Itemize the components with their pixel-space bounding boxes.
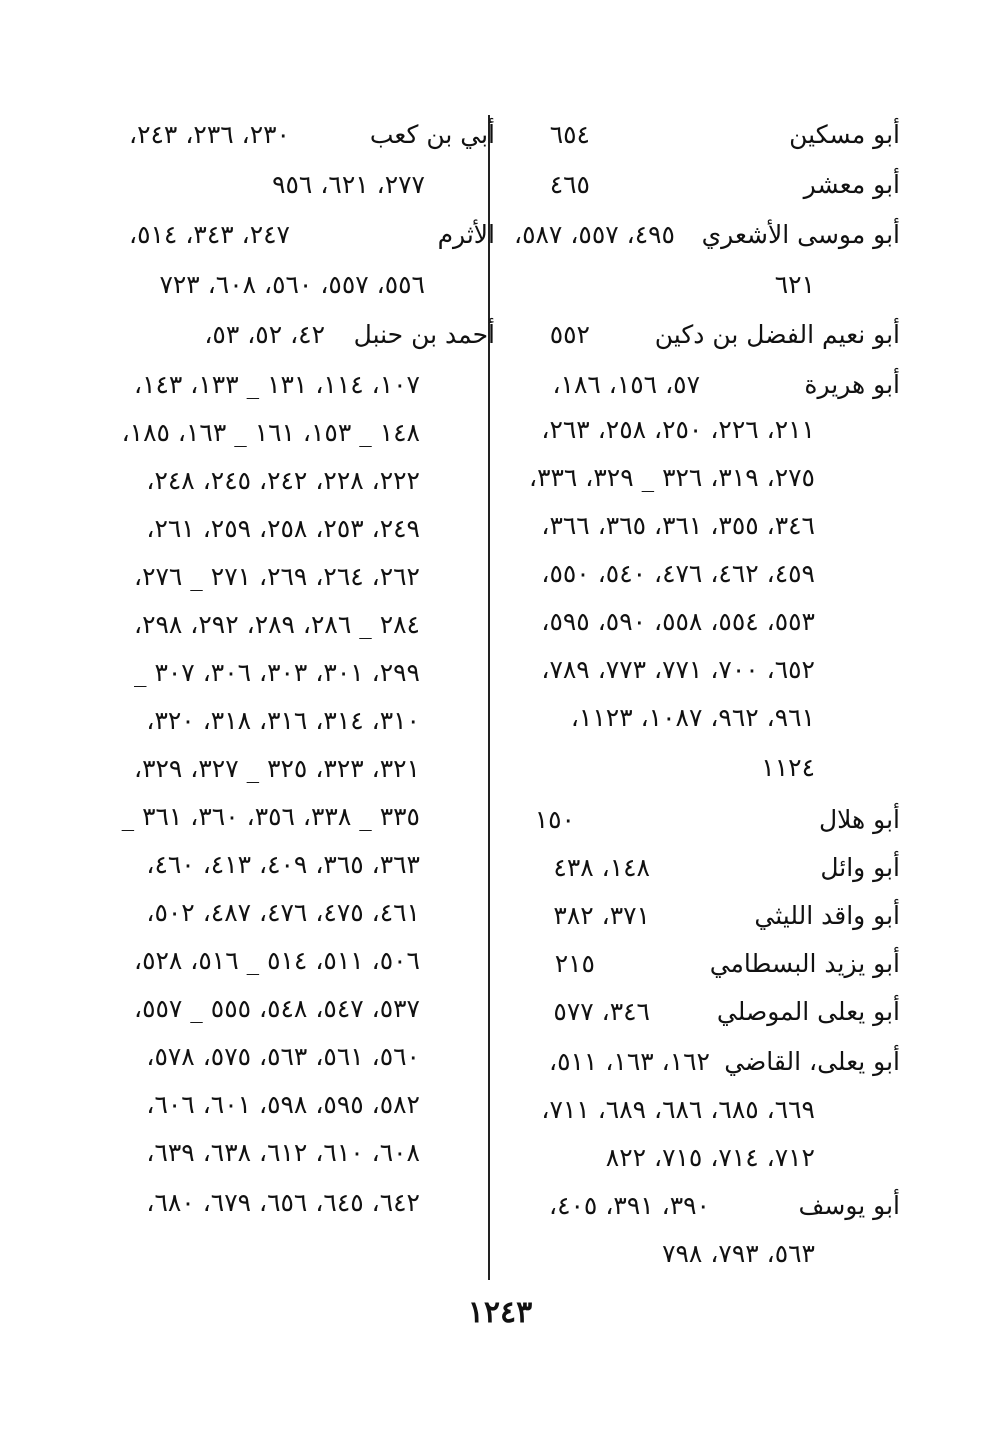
index-entry: [500, 115, 900, 155]
entry-pages: ١٤٨، ٤٣٨: [553, 853, 650, 882]
entry-pages-cont: ١٤٨ _ ١٥٣، ١٦١ _ ١٦٣، ١٨٥،: [121, 418, 420, 447]
index-entry: [95, 315, 495, 355]
entry-continuation: [500, 458, 900, 498]
entry-pages-cont: ٥٦٠، ٥٦١، ٥٦٣، ٥٧٥، ٥٧٨،: [146, 1042, 420, 1071]
entry-continuation: [95, 749, 495, 789]
entry-pages-cont: ٢٦٢، ٢٦٤، ٢٦٩، ٢٧١ _ ٢٧٦،: [133, 562, 420, 591]
entry-pages: ٣٩٠، ٣٩١، ٤٠٥،: [549, 1191, 710, 1220]
entry-continuation: [95, 413, 495, 453]
entry-pages: ٢٤٧، ٣٤٣، ٥١٤،: [129, 220, 290, 249]
entry-pages: ١٦٢، ١٦٣، ٥١١،: [549, 1047, 710, 1076]
index-entry: [500, 165, 900, 205]
index-entry: [500, 1186, 900, 1226]
page-number: ١٢٤٣: [467, 1295, 533, 1330]
index-entry: [500, 992, 900, 1032]
entry-continuation: [95, 605, 495, 645]
entry-continuation: [500, 506, 900, 546]
entry-continuation: [500, 554, 900, 594]
entry-pages: ٢٣٠، ٢٣٦، ٢٤٣،: [129, 120, 290, 149]
index-entry: [500, 1042, 900, 1082]
entry-name: الأثرم: [437, 220, 495, 249]
entry-continuation: [95, 461, 495, 501]
entry-pages-cont: ٥٦٣، ٧٩٣، ٧٩٨: [662, 1239, 815, 1268]
entry-pages-cont: ٥٨٢، ٥٩٥، ٥٩٨، ٦٠١، ٦٠٦،: [146, 1090, 420, 1119]
entry-continuation: [500, 748, 900, 788]
index-entry: [500, 315, 900, 355]
entry-continuation: [95, 1183, 495, 1223]
entry-continuation: [500, 698, 900, 738]
entry-pages: ٢١٥: [554, 949, 595, 978]
entry-continuation: [500, 1234, 900, 1274]
entry-name: أبو هريرة: [804, 370, 900, 399]
entry-pages: ٥٥٢: [549, 320, 590, 349]
entry-pages-cont: ٢٢٢، ٢٢٨، ٢٤٢، ٢٤٥، ٢٤٨،: [146, 466, 420, 495]
entry-pages: ٤٦٥: [549, 170, 590, 199]
entry-pages-cont: ٢١١، ٢٢٦، ٢٥٠، ٢٥٨، ٢٦٣،: [541, 415, 815, 444]
index-entry: [500, 896, 900, 936]
entry-continuation: [95, 509, 495, 549]
index-entry: [500, 848, 900, 888]
entry-pages-cont: ٣٤٦، ٣٥٥، ٣٦١، ٣٦٥، ٣٦٦،: [541, 511, 815, 540]
index-entry: [95, 115, 495, 155]
entry-pages-cont: ١١٢٤: [761, 753, 815, 782]
entry-pages: ٤٢، ٥٢، ٥٣،: [204, 320, 325, 349]
entry-pages-cont: ٣١٠، ٣١٤، ٣١٦، ٣١٨، ٣٢٠،: [146, 706, 420, 735]
entry-continuation: [95, 165, 495, 205]
index-entry: [500, 215, 900, 255]
entry-continuation: [95, 845, 495, 885]
entry-pages-cont: ٦٠٨، ٦١٠، ٦١٢، ٦٣٨، ٦٣٩،: [146, 1138, 420, 1167]
entry-continuation: [95, 989, 495, 1029]
entry-continuation: [500, 1090, 900, 1130]
entry-continuation: [95, 1085, 495, 1125]
entry-name: أبي بن كعب: [369, 120, 495, 149]
entry-pages-cont: ٦٦٩، ٦٨٥، ٦٨٦، ٦٨٩، ٧١١،: [541, 1095, 815, 1124]
index-entry: [500, 944, 900, 984]
entry-pages-cont: ٩٦١، ٩٦٢، ١٠٨٧، ١١٢٣،: [570, 703, 815, 732]
entry-pages-cont: ٥٠٦، ٥١١، ٥١٤ _ ٥١٦، ٥٢٨،: [133, 946, 420, 975]
entry-pages: ٦٥٤: [549, 120, 590, 149]
entry-continuation: [500, 602, 900, 642]
entry-name: أبو وائل: [820, 853, 900, 882]
entry-pages-cont: ٧١٢، ٧١٤، ٧١٥، ٨٢٢: [605, 1143, 815, 1172]
entry-continuation: [95, 265, 495, 305]
entry-continuation: [500, 650, 900, 690]
entry-pages-cont: ٣٢١، ٣٢٣، ٣٢٥ _ ٣٢٧، ٣٢٩،: [133, 754, 420, 783]
entry-name: أحمد بن حنبل: [353, 320, 495, 349]
entry-name: أبو يعلى الموصلي: [716, 997, 900, 1026]
entry-pages: ٣٤٦، ٥٧٧: [553, 997, 650, 1026]
index-entry: [500, 800, 900, 840]
entry-name: أبو يعلى، القاضي: [724, 1047, 900, 1076]
entry-name: أبو موسى الأشعري: [701, 220, 900, 249]
index-entry: [95, 215, 495, 255]
entry-continuation: [95, 557, 495, 597]
entry-pages: ٤٩٥، ٥٥٧، ٥٨٧،: [514, 220, 675, 249]
entry-pages-cont: ٣٦٣، ٣٦٥، ٤٠٩، ٤١٣، ٤٦٠،: [146, 850, 420, 879]
entry-continuation: [95, 1037, 495, 1077]
entry-pages-cont: ٢٧٥، ٣١٩، ٣٢٦ _ ٣٢٩، ٣٣٦،: [528, 463, 815, 492]
entry-pages-cont: ٦٥٢، ٧٠٠، ٧٧١، ٧٧٣، ٧٨٩،: [541, 655, 815, 684]
entry-name: أبو نعيم الفضل بن دكين: [654, 320, 900, 349]
entry-continuation: [500, 265, 900, 305]
entry-pages-cont: ٢٨٤ _ ٢٨٦، ٢٨٩، ٢٩٢، ٢٩٨،: [133, 610, 420, 639]
entry-name: أبو واقد الليثي: [754, 901, 900, 930]
index-entry: [500, 365, 900, 405]
entry-name: أبو هلال: [818, 805, 900, 834]
entry-name: أبو يزيد البسطامي: [709, 949, 900, 978]
entry-pages: ٥٧، ١٥٦، ١٨٦،: [552, 370, 700, 399]
entry-pages-cont: ٢٧٧، ٦٢١، ٩٥٦: [272, 170, 425, 199]
entry-pages-cont: ٤٥٩، ٤٦٢، ٤٧٦، ٥٤٠، ٥٥٠،: [541, 559, 815, 588]
entry-pages-cont: ٢٤٩، ٢٥٣، ٢٥٨، ٢٥٩، ٢٦١،: [146, 514, 420, 543]
entry-pages-cont: ٥٥٦، ٥٥٧، ٥٦٠، ٦٠٨، ٧٢٣: [159, 270, 425, 299]
entry-continuation: [95, 797, 495, 837]
entry-name: أبو مسكين: [789, 120, 900, 149]
entry-pages-cont: ٢٩٩، ٣٠١، ٣٠٣، ٣٠٦، ٣٠٧ _: [134, 658, 420, 687]
entry-pages-cont: ١٠٧، ١١٤، ١٣١ _ ١٣٣، ١٤٣،: [133, 370, 420, 399]
entry-pages: ٣٧١، ٣٨٢: [553, 901, 650, 930]
entry-pages-cont: ٤٦١، ٤٧٥، ٤٧٦، ٤٨٧، ٥٠٢،: [146, 898, 420, 927]
entry-pages-cont: ٥٥٣، ٥٥٤، ٥٥٨، ٥٩٠، ٥٩٥،: [541, 607, 815, 636]
entry-continuation: [95, 653, 495, 693]
entry-pages-cont: ٦٤٢، ٦٤٥، ٦٥٦، ٦٧٩، ٦٨٠،: [146, 1188, 420, 1217]
entry-name: أبو معشر: [803, 170, 900, 199]
entry-pages: ١٥٠: [534, 805, 575, 834]
entry-continuation: [95, 893, 495, 933]
entry-pages-cont: ٦٢١: [774, 270, 815, 299]
entry-pages-cont: ٥٣٧، ٥٤٧، ٥٤٨، ٥٥٥ _ ٥٥٧،: [133, 994, 420, 1023]
entry-continuation: [95, 701, 495, 741]
entry-continuation: [500, 1138, 900, 1178]
entry-continuation: [95, 941, 495, 981]
entry-continuation: [95, 1133, 495, 1173]
entry-continuation: [95, 365, 495, 405]
entry-pages-cont: ٣٣٥ _ ٣٣٨، ٣٥٦، ٣٦٠، ٣٦١ _: [121, 802, 420, 831]
entry-continuation: [500, 410, 900, 450]
entry-name: أبو يوسف: [798, 1191, 900, 1220]
